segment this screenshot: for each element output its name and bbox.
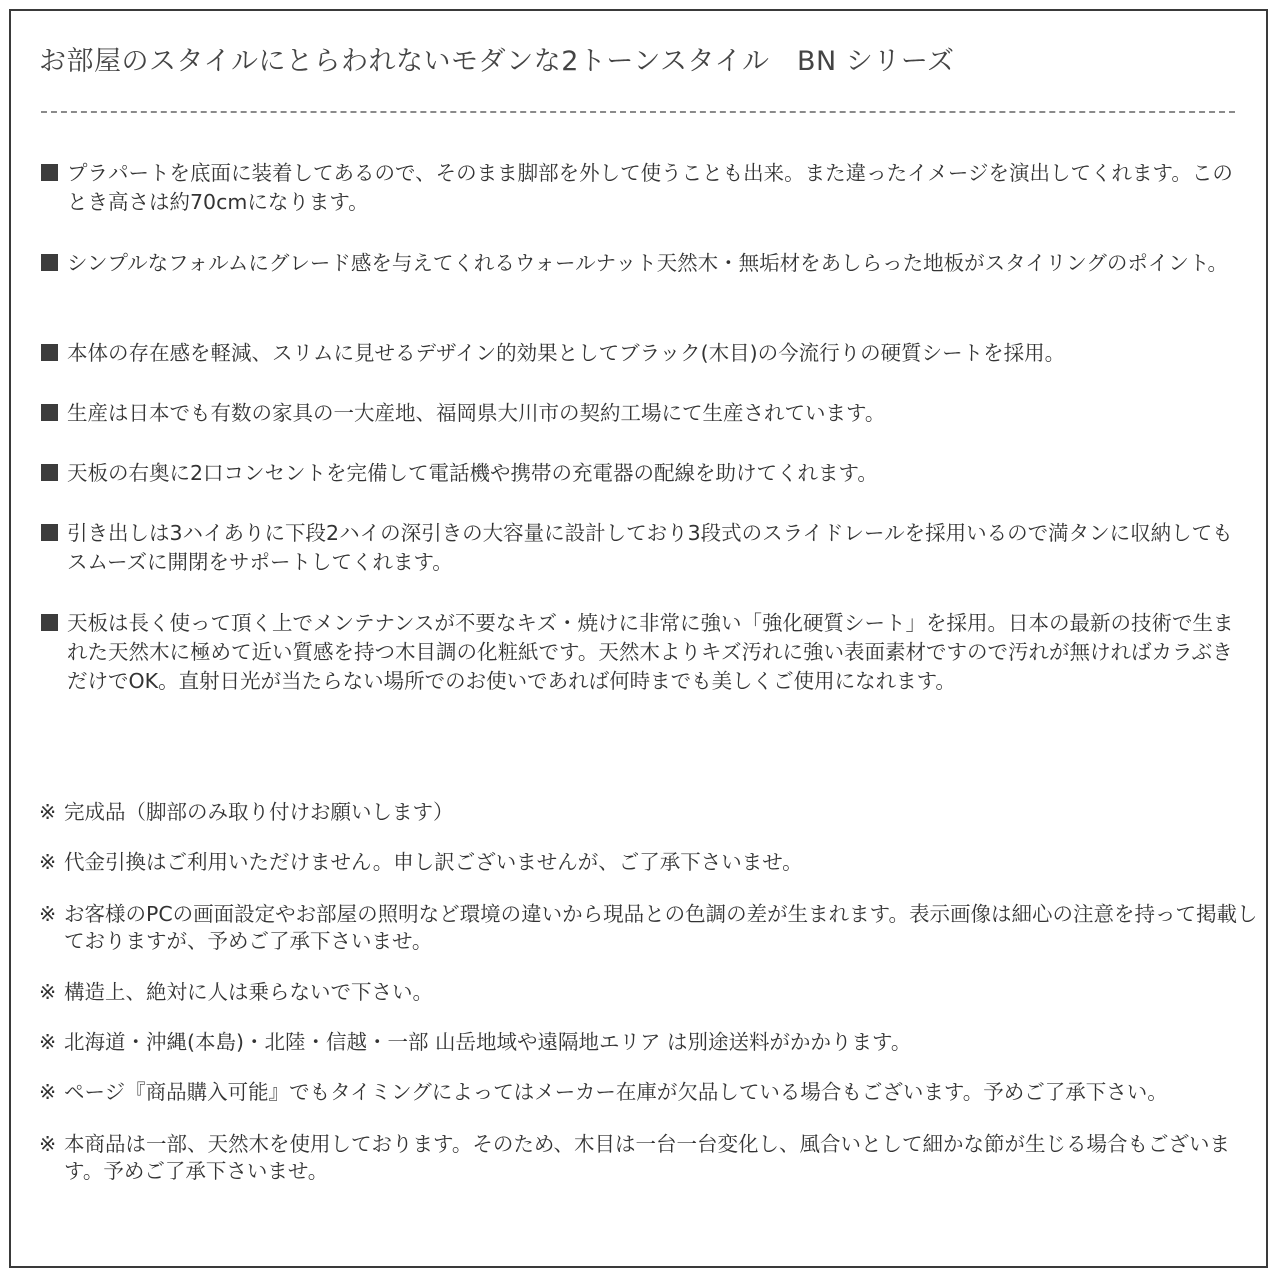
- note-text: 北海道・沖縄(本島)・北陸・信越・一部 山岳地域や遠隔地エリア は別途送料がかかります。: [64, 1030, 912, 1054]
- note-mark: ※: [39, 902, 57, 926]
- note-text: ページ『商品購入可能』でもタイミングによってはメーカー在庫が欠品している場合もございます。予めご了承下さい。: [64, 1080, 1168, 1104]
- note-mark: ※: [39, 800, 57, 824]
- note-mark: ※: [39, 1080, 57, 1104]
- feature-item: [41, 609, 1251, 696]
- note-item: [39, 1131, 1264, 1185]
- feature-text: 天板は長く使って頂く上でメンテナンスが不要なキズ・焼けに非常に強い「強化硬質シート」を採用。日本の最新の技術で生まれた天然木に極めて近い質感を持つ木目調の化粧紙です。天然木よりキズ汚れに強い表面素材ですので汚れが無ければカラぶきだけでOK。直射日光が当たらない場所でのお使いであれば何時までも美しくご使用になれます。: [67, 611, 1234, 693]
- square-bullet-icon: [41, 459, 67, 488]
- feature-text: 生産は日本でも有数の家具の一大産地、福岡県大川市の契約工場にて生産されています。: [67, 401, 886, 425]
- feature-item: [41, 519, 1251, 577]
- square-bullet-icon: [41, 339, 67, 368]
- square-bullet-icon: [41, 399, 67, 428]
- note-item: [39, 1079, 1264, 1106]
- feature-text: プラパートを底面に装着してあるので、そのまま脚部を外して使うことも出来。また違ったイメージを演出してくれます。このとき高さは約70cmになります。: [67, 161, 1233, 214]
- series-title: お部屋のスタイルにとらわれないモダンな2トーンスタイル BN シリーズ: [39, 46, 955, 77]
- feature-text: 引き出しは3ハイありに下段2ハイの深引きの大容量に設計しており3段式のスライドレールを採用いるので満タンに収納してもスムーズに開閉をサポートしてくれます。: [67, 521, 1233, 574]
- feature-text: シンプルなフォルムにグレード感を与えてくれるウォールナット天然木・無垢材をあしらった地板がスタイリングのポイント。: [67, 251, 1229, 275]
- note-text: 構造上、絶対に人は乗らないで下さい。: [64, 980, 433, 1004]
- feature-text: 天板の右奥に2口コンセントを完備して電話機や携帯の充電器の配線を助けてくれます。: [67, 461, 878, 485]
- feature-item: [41, 249, 1251, 278]
- feature-text: 本体の存在感を軽減、スリムに見せるデザイン的効果としてブラック(木目)の今流行りの硬質シートを採用。: [67, 341, 1066, 365]
- note-text: 本商品は一部、天然木を使用しております。そのため、木目は一台一台変化し、風合いとして細かな節が生じる場合もございます。予めご了承下さいませ。: [64, 1132, 1231, 1183]
- note-text: お客様のPCの画面設定やお部屋の照明など環境の違いから現品との色調の差が生まれます。表示画像は細心の注意を持って掲載しておりますが、予めご了承下さいませ。: [64, 902, 1258, 953]
- note-mark: ※: [39, 980, 57, 1004]
- square-bullet-icon: [41, 249, 67, 278]
- note-item: [39, 849, 1264, 876]
- note-item: [39, 799, 1264, 826]
- feature-item: [41, 339, 1251, 368]
- feature-item: [41, 399, 1251, 428]
- note-item: [39, 1029, 1264, 1056]
- square-bullet-icon: [41, 159, 67, 188]
- note-text: 完成品（脚部のみ取り付けお願いします）: [64, 800, 454, 824]
- feature-item: [41, 159, 1251, 217]
- note-mark: ※: [39, 1132, 57, 1156]
- note-mark: ※: [39, 1030, 57, 1054]
- note-item: [39, 901, 1264, 955]
- product-description-panel: [9, 9, 1268, 1268]
- square-bullet-icon: [41, 609, 67, 638]
- feature-item: [41, 459, 1251, 488]
- note-item: [39, 979, 1264, 1006]
- note-mark: ※: [39, 850, 57, 874]
- square-bullet-icon: [41, 519, 67, 548]
- note-text: 代金引換はご利用いただけません。申し訳ございませんが、ご了承下さいませ。: [64, 850, 803, 874]
- dashed-divider: [41, 111, 1235, 113]
